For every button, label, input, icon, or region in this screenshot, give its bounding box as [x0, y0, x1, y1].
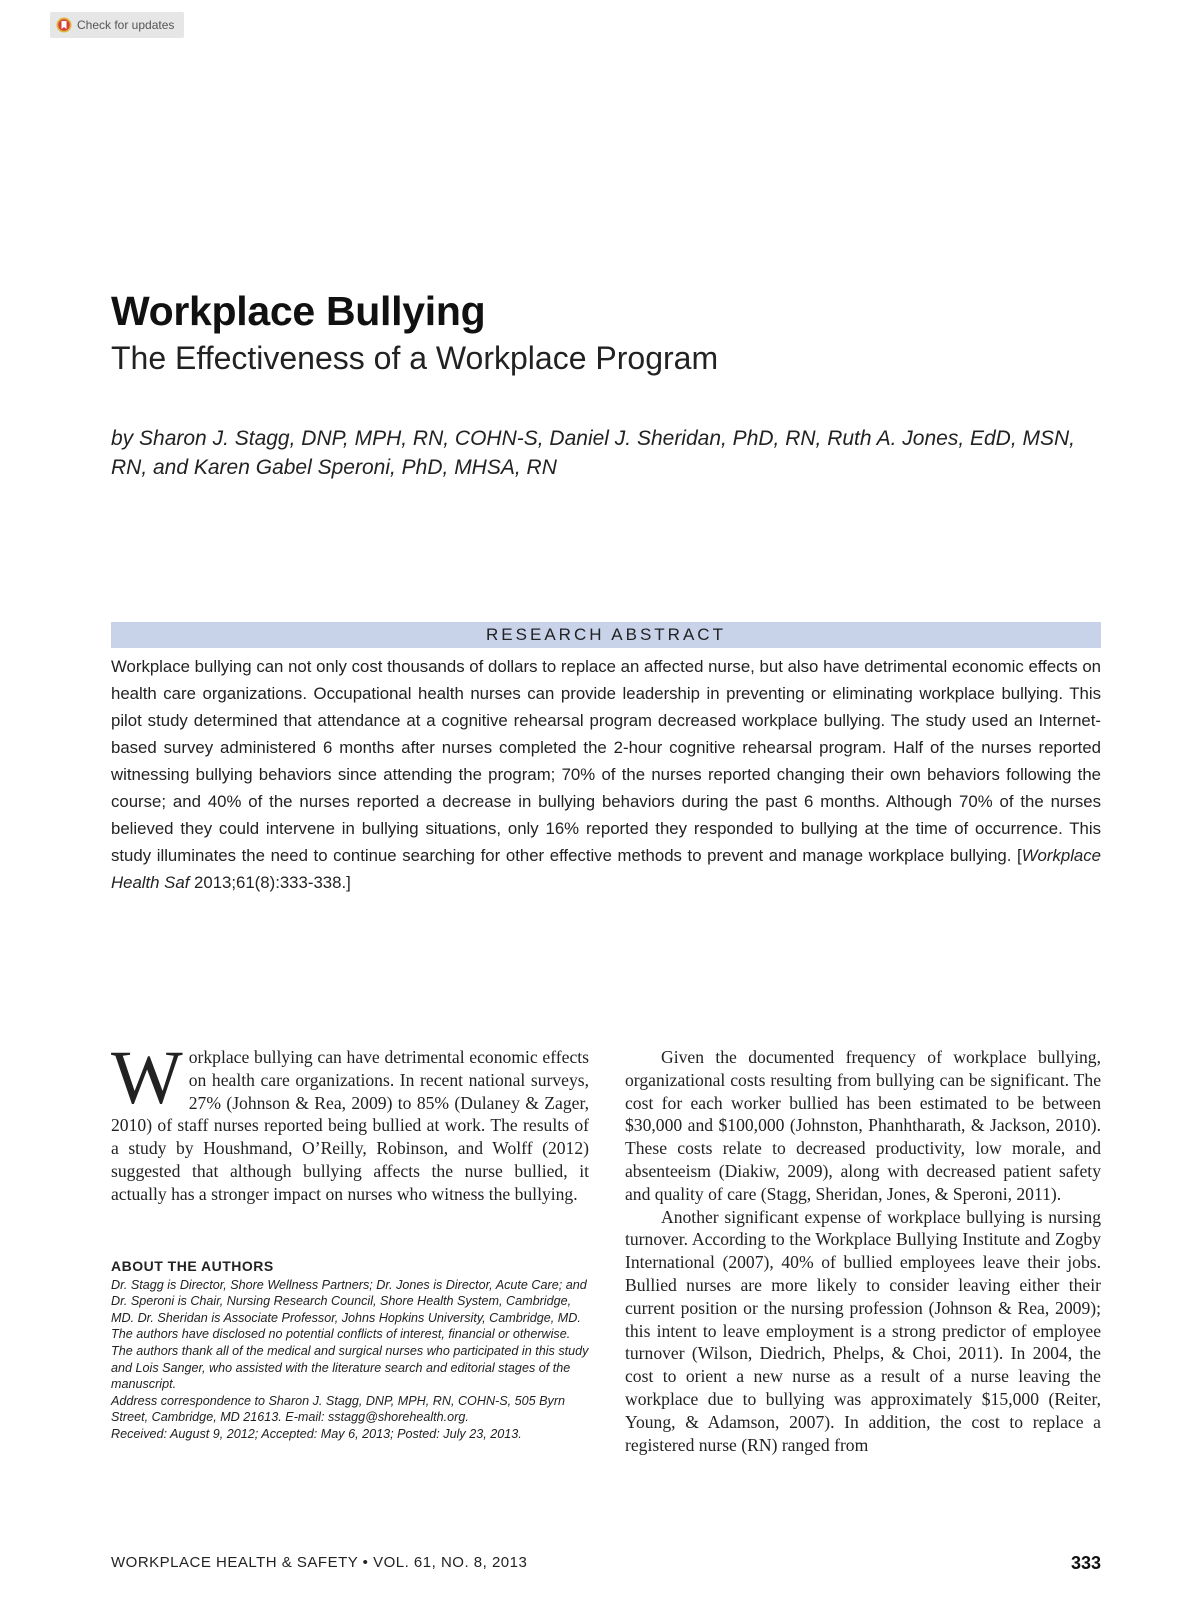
- about-authors-heading: ABOUT THE AUTHORS: [111, 1258, 274, 1274]
- article-dates: Received: August 9, 2012; Accepted: May 6, 2013; Posted: July 23, 2013.: [111, 1426, 522, 1441]
- article-title: Workplace Bullying: [111, 288, 486, 334]
- abstract-body: Workplace bullying can not only cost thousands of dollars to replace an affected nurse, but also have detrimental economic effects on health care organizations. Occupational health nurses can provide leadership in preventing or eliminating workplace bullying. This pilot study determined that attendance at a cognitive rehearsal program decreased workplace bullying. The study used an Internet-based survey administered 6 months after nurses completed the 2-hour cognitive rehearsal program. Half of the nurses reported witnessing bullying behaviors since attending the program; 70% of the nurses reported changing their own behaviors following the course; and 40% of the nurses reported a decrease in bullying behaviors during the past 6 months. Although 70% of the nurses believed they could intervene in bullying situations, only 16% reported they responded to bullying at the time of occurrence. This study illuminates the need to continue searching for other effective methods to prevent and manage workplace bullying. [: [111, 657, 1101, 865]
- check-for-updates-badge[interactable]: [50, 12, 184, 38]
- intro-paragraph-text: orkplace bullying can have detrimental economic effects on health care organizations. In recent national surveys, 27% (Johnson & Rea, 2009) to 85% (Dulaney & Zager, 2010) of staff nurses reported being bullied at work. The results of a study by Houshmand, O’Reilly, Robinson, and Wolff (2012) suggested that although bullying affects the nurse bullied, it actually has a stronger impact on nurses who witness the bullying.: [111, 1047, 589, 1204]
- conflict-disclosure: The authors have disclosed no potential conflicts of interest, financial or otherwise.: [111, 1327, 571, 1342]
- author-affiliations: Dr. Stagg is Director, Shore Wellness Partners; Dr. Jones is Director, Acute Care; and Dr. Speroni is Chair, Nursing Research Council, Shore Health System, Cambridge, MD. Dr. Sheridan is Associate Professor, Johns Hopkins University, Cambridge, MD.: [111, 1277, 587, 1325]
- about-the-authors: [111, 1258, 589, 1443]
- abstract-citation-details: 2013;61(8):333-338.]: [189, 873, 351, 892]
- page-number: 333: [1070, 1553, 1101, 1573]
- article-subtitle: The Effectiveness of a Workplace Program: [111, 340, 719, 376]
- check-for-updates-label: Check for updates: [77, 18, 175, 32]
- body-column-right: [625, 1046, 1101, 1456]
- bookmark-icon: [56, 17, 72, 33]
- journal-footer: WORKPLACE HEALTH & SAFETY • VOL. 61, NO. 8, 2013: [111, 1554, 528, 1571]
- author-byline: by Sharon J. Stagg, DNP, MPH, RN, COHN-S, Daniel J. Sheridan, PhD, RN, Ruth A. Jones, EdD, MSN, RN, and Karen Gabel Speroni, PhD, MHSA, RN: [111, 427, 1076, 479]
- correspondence-address: Address correspondence to Sharon J. Stagg, DNP, MPH, RN, COHN-S, 505 Byrn Street, Cambridge, MD 21613. E-mail: sstagg@shorehealth.org.: [111, 1393, 566, 1425]
- drop-cap: W: [111, 1036, 183, 1120]
- acknowledgments: The authors thank all of the medical and surgical nurses who participated in this study and Lois Sanger, who assisted with the literature search and editorial stages of the manuscript.: [111, 1343, 589, 1392]
- abstract-citation-journal: Workplace Health Saf: [111, 846, 1101, 892]
- body-paragraph: Given the documented frequency of workplace bullying, organizational costs resulting from bullying can be significant. The cost for each worker bullied has been estimated to be between $30,000 and $100,000 (Johnston, Phanhtharath, & Jackson, 2010). These costs relate to decreased productivity, low morale, and absenteeism (Diakiw, 2009), along with decreased patient safety and quality of care (Stagg, Sheridan, Jones, & Speroni, 2011).: [625, 1047, 1101, 1204]
- abstract-text: [111, 653, 1101, 896]
- body-paragraph: Another significant expense of workplace bullying is nursing turnover. According to the Workplace Bullying Institute and Zogby International (2007), 40% of bullied employees leave their jobs. Bullied nurses are more likely to consider leaving either their current position or the nursing profession (Johnson & Rea, 2009); this intent to leave employment is a strong predictor of employee turnover (Wilson, Diedrich, Phelps, & Choi, 2011). In 2004, the cost to orient a new nurse as a result of a nurse leaving the workplace due to bullying was approximately $15,000 (Reiter, Young, & Adamson, 2007). In addition, the cost to replace a registered nurse (RN) ranged from: [625, 1206, 1101, 1455]
- intro-paragraph: [111, 1036, 589, 1206]
- abstract-heading: RESEARCH ABSTRACT: [111, 622, 1101, 648]
- body-column-left: [111, 1036, 589, 1206]
